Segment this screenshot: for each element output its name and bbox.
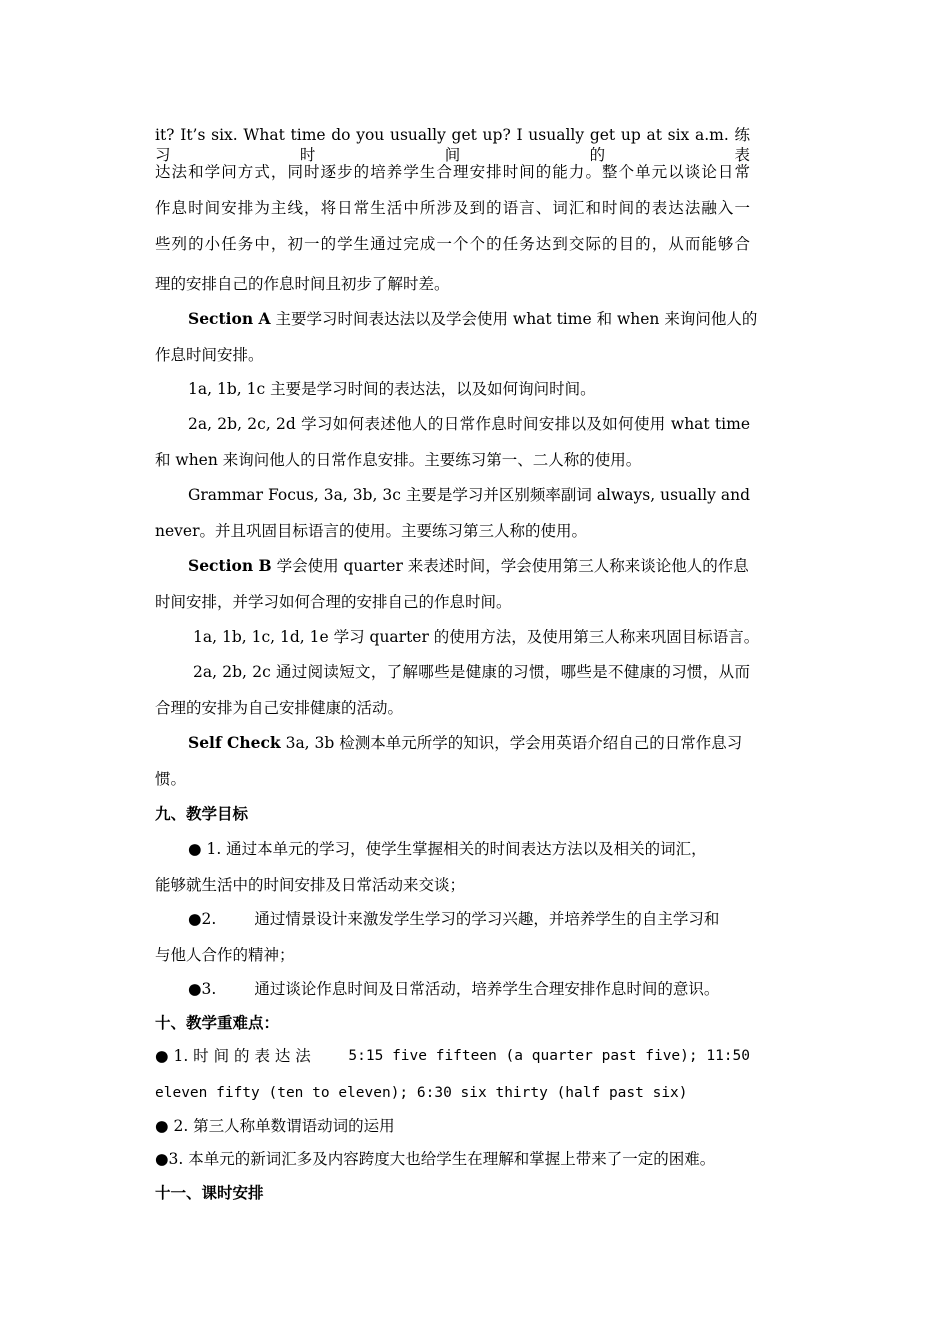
section-b-intro	[188, 556, 750, 576]
goal-2-bullet: ●2.	[188, 910, 217, 928]
section-b-label: Section B	[188, 556, 272, 575]
overview-line-4: 些列的小任务中，初一的学生通过完成一个个的任务达到交际的目的，从而能够合	[155, 235, 750, 253]
goal-3-bullet: ●3.	[188, 980, 217, 998]
section-b-line-2: 时间安排，并学习如何合理的安排自己的作息时间。	[155, 593, 512, 611]
overview-line-1: it? It’s six. What time do you usually get up? I usually get up at six a.m. 练习时间的表	[155, 126, 750, 164]
goals-heading: 九、教学目标	[155, 804, 249, 823]
section-a-intro	[188, 309, 758, 329]
section-a-line-2: 作息时间安排。	[155, 346, 264, 364]
goal-3-line-1	[188, 979, 750, 999]
overview-line-3: 作息时间安排为主线，将日常生活中所涉及到的语言、词汇和时间的表达法融入一	[155, 199, 750, 217]
key-point-1-line-1	[155, 1046, 750, 1066]
goal-1-line-2: 能够就生活中的时间安排及日常活动来交谈；	[155, 876, 466, 894]
section-b-p2-line-1: 2a, 2b, 2c 通过阅读短文，了解哪些是健康的习惯，哪些是不健康的习惯，从而	[193, 663, 750, 681]
goal-1-line-1: ● 1. 通过本单元的学习，使学生掌握相关的时间表达方法以及相关的词汇，	[188, 840, 707, 858]
goal-2-text: 通过情景设计来激发学生学习的学习兴趣，并培养学生的自主学习和	[254, 910, 720, 928]
section-a-line-1: 主要学习时间表达法以及学会使用 what time 和 when 来询问他人的	[270, 310, 758, 328]
key-point-1-line-2: eleven fifty (ten to eleven); 6:30 six thirty (half past six)	[155, 1085, 688, 1101]
section-a-p2-line-1: 2a, 2b, 2c, 2d 学习如何表述他人的日常作息时间安排以及如何使用 what time	[188, 415, 750, 433]
key-point-1-times: 5:15 five fifteen (a quarter past five); 11:50	[348, 1048, 750, 1064]
section-a-p2-line-2: 和 when 来询问他人的日常作息安排。主要练习第一、二人称的使用。	[155, 451, 642, 469]
section-a-label: Section A	[188, 309, 271, 328]
key-points-heading: 十、教学重难点：	[155, 1013, 280, 1032]
self-check-line-2: 惯。	[155, 770, 187, 788]
overview-line-5: 理的安排自己的作息时间且初步了解时差。	[155, 275, 450, 293]
section-b-p2-line-2: 合理的安排为自己安排健康的活动。	[155, 699, 404, 717]
section-a-p1: 1a, 1b, 1c 主要是学习时间的表达法，以及如何询问时间。	[188, 380, 596, 398]
schedule-heading: 十一、课时安排	[155, 1183, 264, 1202]
goal-2-line-2: 与他人合作的精神；	[155, 946, 295, 964]
key-point-3: ●3. 本单元的新词汇多及内容跨度大也给学生在理解和掌握上带来了一定的困难。	[155, 1150, 716, 1168]
self-check-intro	[188, 733, 750, 753]
key-point-2: ● 2. 第三人称单数谓语动词的运用	[155, 1117, 395, 1135]
goal-3-text: 通过谈论作息时间及日常活动，培养学生合理安排作息时间的意识。	[254, 980, 720, 998]
section-a-p3-line-2: never。并且巩固目标语言的使用。主要练习第三人称的使用。	[155, 522, 587, 540]
section-b-line-1: 学会使用 quarter 来表述时间，学会使用第三人称来谈论他人的作息	[271, 557, 749, 575]
self-check-label: Self Check	[188, 733, 281, 752]
goal-2-line-1	[188, 909, 750, 929]
overview-line-2: 达法和学问方式，同时逐步的培养学生合理安排时间的能力。整个单元以谈论日常	[155, 163, 750, 181]
self-check-line-1: 3a, 3b 检测本单元所学的知识，学会用英语介绍自己的日常作息习	[280, 734, 743, 752]
key-point-1-prefix: ● 1. 时 间 的 表 达 法	[155, 1047, 311, 1065]
section-b-p1: 1a, 1b, 1c, 1d, 1e 学习 quarter 的使用方法，及使用第三人称来巩固目标语言。	[193, 628, 760, 646]
section-a-p3-line-1: Grammar Focus, 3a, 3b, 3c 主要是学习并区别频率副词 always, usually and	[188, 486, 750, 504]
